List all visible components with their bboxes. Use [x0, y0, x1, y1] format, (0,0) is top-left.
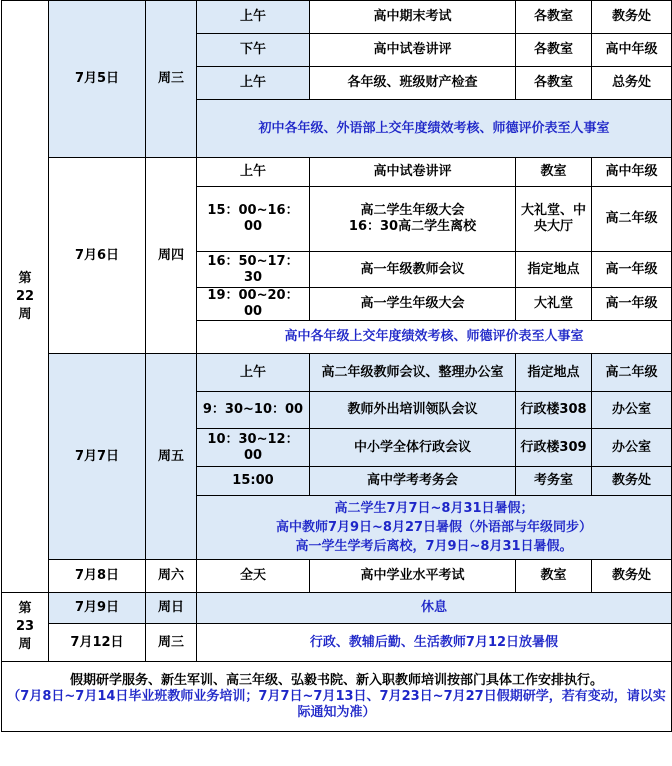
dept-cell: 高一年级 [592, 252, 672, 288]
event-cell: 各年级、班级财产检查 [310, 67, 516, 100]
event-cell [310, 187, 516, 252]
weekday-cell: 周六 [146, 560, 197, 593]
place-cell: 指定地点 [516, 252, 592, 288]
place-cell: 指定地点 [516, 354, 592, 392]
place-cell: 教室 [516, 560, 592, 593]
dept-cell: 高二年级 [592, 354, 672, 392]
note-line: 高一学生学考后离校，7月9日~8月31日暑假。 [295, 539, 573, 554]
event-line: 高二学生年级大会 [360, 203, 465, 218]
time-cell: 下午 [197, 34, 310, 67]
dept-cell: 办公室 [592, 429, 672, 467]
time-cell: 10：30~12：00 [197, 429, 310, 467]
place-cell: 各教室 [516, 1, 592, 34]
dept-cell: 高二年级 [592, 187, 672, 252]
schedule-table [1, 0, 672, 732]
footer-note [2, 662, 672, 732]
dept-cell: 高中年级 [592, 158, 672, 187]
time-cell: 全天 [197, 560, 310, 593]
place-cell: 行政楼308 [516, 392, 592, 429]
weekday-cell: 周四 [146, 158, 197, 354]
weekday-cell: 周三 [146, 1, 197, 158]
place-cell: 大礼堂 [516, 288, 592, 321]
date-cell: 7月8日 [49, 560, 146, 593]
place-cell: 各教室 [516, 67, 592, 100]
event-cell: 高中期末考试 [310, 1, 516, 34]
footer-line: 假期研学服务、新生军训、高三年级、弘毅书院、新入职教师培训按部门具体工作安排执行。 [69, 672, 603, 688]
place-cell: 考务室 [516, 467, 592, 496]
dept-cell: 高中年级 [592, 34, 672, 67]
dept-cell: 教务处 [592, 560, 672, 593]
date-cell: 7月7日 [49, 354, 146, 560]
week-23-label: 第 23 周 [2, 593, 49, 662]
event-cell: 休息 [197, 593, 672, 624]
event-cell: 高中试卷讲评 [310, 158, 516, 187]
time-cell: 16：50~17：30 [197, 252, 310, 288]
footer-line: （7月8日~7月14日毕业班教师业务培训；7月7日~7月13日、7月23日~7月27日假期研学，若有变动，请以实际通知为准） [7, 688, 666, 720]
date-cell: 7月9日 [49, 593, 146, 624]
event-cell: 高中试卷讲评 [310, 34, 516, 67]
week-22-label: 第 22 周 [2, 1, 49, 593]
time-cell: 上午 [197, 354, 310, 392]
event-line: 16：30高二学生离校 [348, 219, 477, 234]
time-cell: 19：00~20：00 [197, 288, 310, 321]
time-cell: 15:00 [197, 467, 310, 496]
date-cell: 7月6日 [49, 158, 146, 354]
event-cell: 高一年级教师会议 [310, 252, 516, 288]
place-cell: 各教室 [516, 34, 592, 67]
date-cell: 7月5日 [49, 1, 146, 158]
event-cell: 教师外出培训领队会议 [310, 392, 516, 429]
time-cell: 9：30~10：00 [197, 392, 310, 429]
time-cell: 上午 [197, 67, 310, 100]
event-cell: 行政、教辅后勤、生活教师7月12日放暑假 [197, 624, 672, 662]
note-cell [197, 496, 672, 560]
weekday-cell: 周日 [146, 593, 197, 624]
time-cell: 上午 [197, 1, 310, 34]
dept-cell: 教务处 [592, 467, 672, 496]
place-cell: 大礼堂、中央大厅 [516, 187, 592, 252]
dept-cell: 办公室 [592, 392, 672, 429]
event-cell: 高中学考考务会 [310, 467, 516, 496]
dept-cell: 教务处 [592, 1, 672, 34]
time-cell: 15：00~16：00 [197, 187, 310, 252]
event-cell: 中小学全体行政会议 [310, 429, 516, 467]
note-cell: 初中各年级、外语部上交年度绩效考核、师德评价表至人事室 [197, 100, 672, 158]
place-cell: 行政楼309 [516, 429, 592, 467]
event-cell: 高中学业水平考试 [310, 560, 516, 593]
weekday-cell: 周五 [146, 354, 197, 560]
place-cell: 教室 [516, 158, 592, 187]
weekday-cell: 周三 [146, 624, 197, 662]
date-cell: 7月12日 [49, 624, 146, 662]
event-cell: 高一学生年级大会 [310, 288, 516, 321]
event-cell: 高二年级教师会议、整理办公室 [310, 354, 516, 392]
note-line: 高中教师7月9日~8月27日暑假（外语部与年级同步） [275, 520, 593, 535]
time-cell: 上午 [197, 158, 310, 187]
dept-cell: 总务处 [592, 67, 672, 100]
note-line: 高二学生7月7日~8月31日暑假； [334, 501, 534, 516]
note-cell: 高中各年级上交年度绩效考核、师德评价表至人事室 [197, 321, 672, 354]
dept-cell: 高一年级 [592, 288, 672, 321]
